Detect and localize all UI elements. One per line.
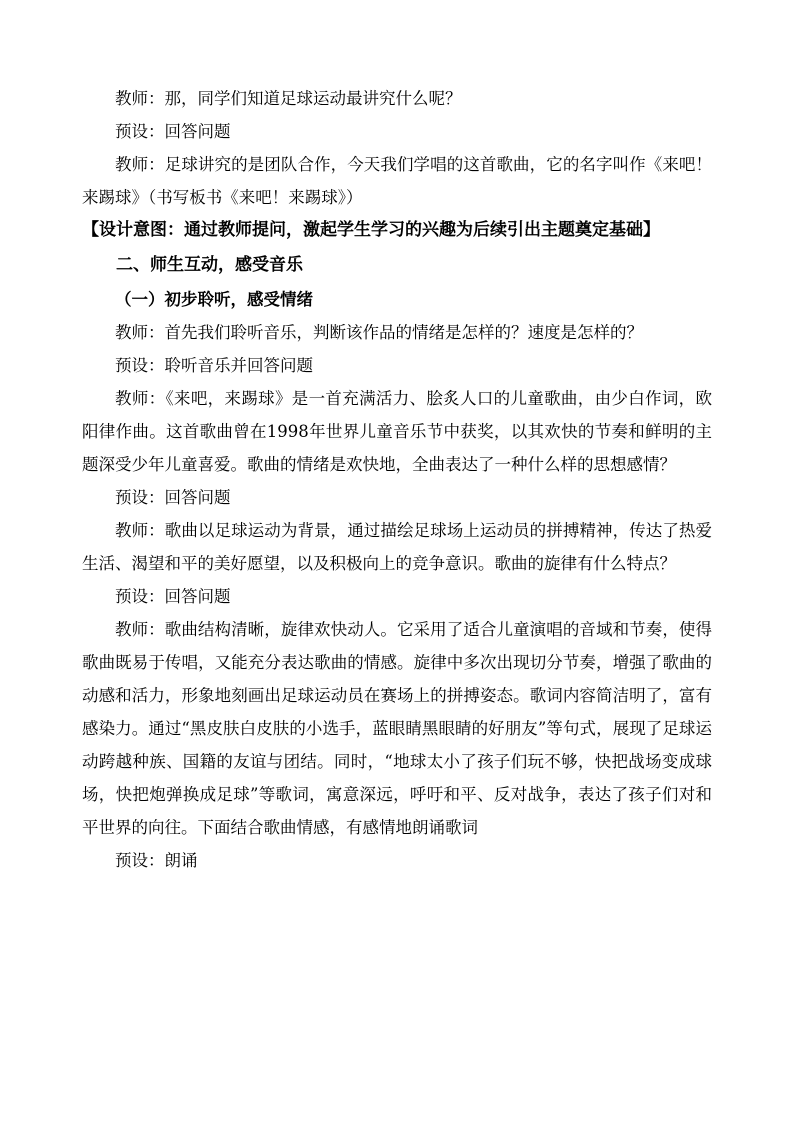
paragraph-preset-listen: 预设：聆听音乐并回答问题 [115, 356, 313, 375]
paragraph-teacher-song-background: 教师：《来吧，来踢球》是一首充满活力、脍炙人口的儿童歌曲，由少白作词，欧阳律作曲。这首歌曲曾在1998年世界儿童音乐节中获奖，以其欢快的节奏和鲜明的主题深受少年儿童喜爱。歌曲的情绪是欢快地，全曲表达了一种什么样的思想感情？ [82, 389, 712, 474]
paragraph-preset-recite: 预设：朗诵 [115, 851, 198, 870]
document-body [82, 82, 712, 877]
paragraph-preset-answer: 预设：回答问题 [115, 122, 231, 141]
section-heading: 二、师生互动，感受音乐 [116, 255, 303, 275]
paragraph-teacher-intro-song: 教师：足球讲究的是团队合作，今天我们学唱的这首歌曲，它的名字叫作《来吧！来踢球》（书写板书《来吧！来踢球》） [82, 155, 712, 207]
paragraph-preset-answer-2: 预设：回答问题 [115, 488, 231, 507]
paragraph-teacher-listen: 教师：首先我们聆听音乐，判断该作品的情绪是怎样的？速度是怎样的？ [115, 323, 643, 342]
paragraph-teacher-melody-analysis: 教师：歌曲结构清晰，旋律欢快动人。它采用了适合儿童演唱的音域和节奏，使得歌曲既易于传唱，又能充分表达歌曲的情感。旋律中多次出现切分节奏，增强了歌曲的动感和活力，形象地刻画出足球运动员在赛场上的拼搏姿态。歌词内容简洁明了，富有感染力。通过“黑皮肤白皮肤的小选手，蓝眼睛黑眼睛的好朋友”等句式，展现了足球运动跨越种族、国籍的友谊与团结。同时，“地球太小了孩子们玩不够，快把战场变成球场，快把炮弹换成足球”等歌词，寓意深远，呼吁和平、反对战争，表达了孩子们对和平世界的向往。下面结合歌曲情感，有感情地朗诵歌词 [82, 620, 712, 837]
paragraph-teacher-song-theme: 教师：歌曲以足球运动为背景，通过描绘足球场上运动员的拼搏精神，传达了热爱生活、渴望和平的美好愿望，以及积极向上的竞争意识。歌曲的旋律有什么特点？ [82, 521, 712, 573]
paragraph-preset-answer-3: 预设：回答问题 [115, 587, 231, 606]
subsection-heading: （一）初步聆听，感受情绪 [115, 290, 313, 309]
design-intent-note: 【设计意图：通过教师提问，激起学生学习的兴趣为后续引出主题奠定基础】 [82, 220, 660, 240]
paragraph-teacher-question: 教师：那，同学们知道足球运动最讲究什么呢？ [115, 89, 462, 108]
